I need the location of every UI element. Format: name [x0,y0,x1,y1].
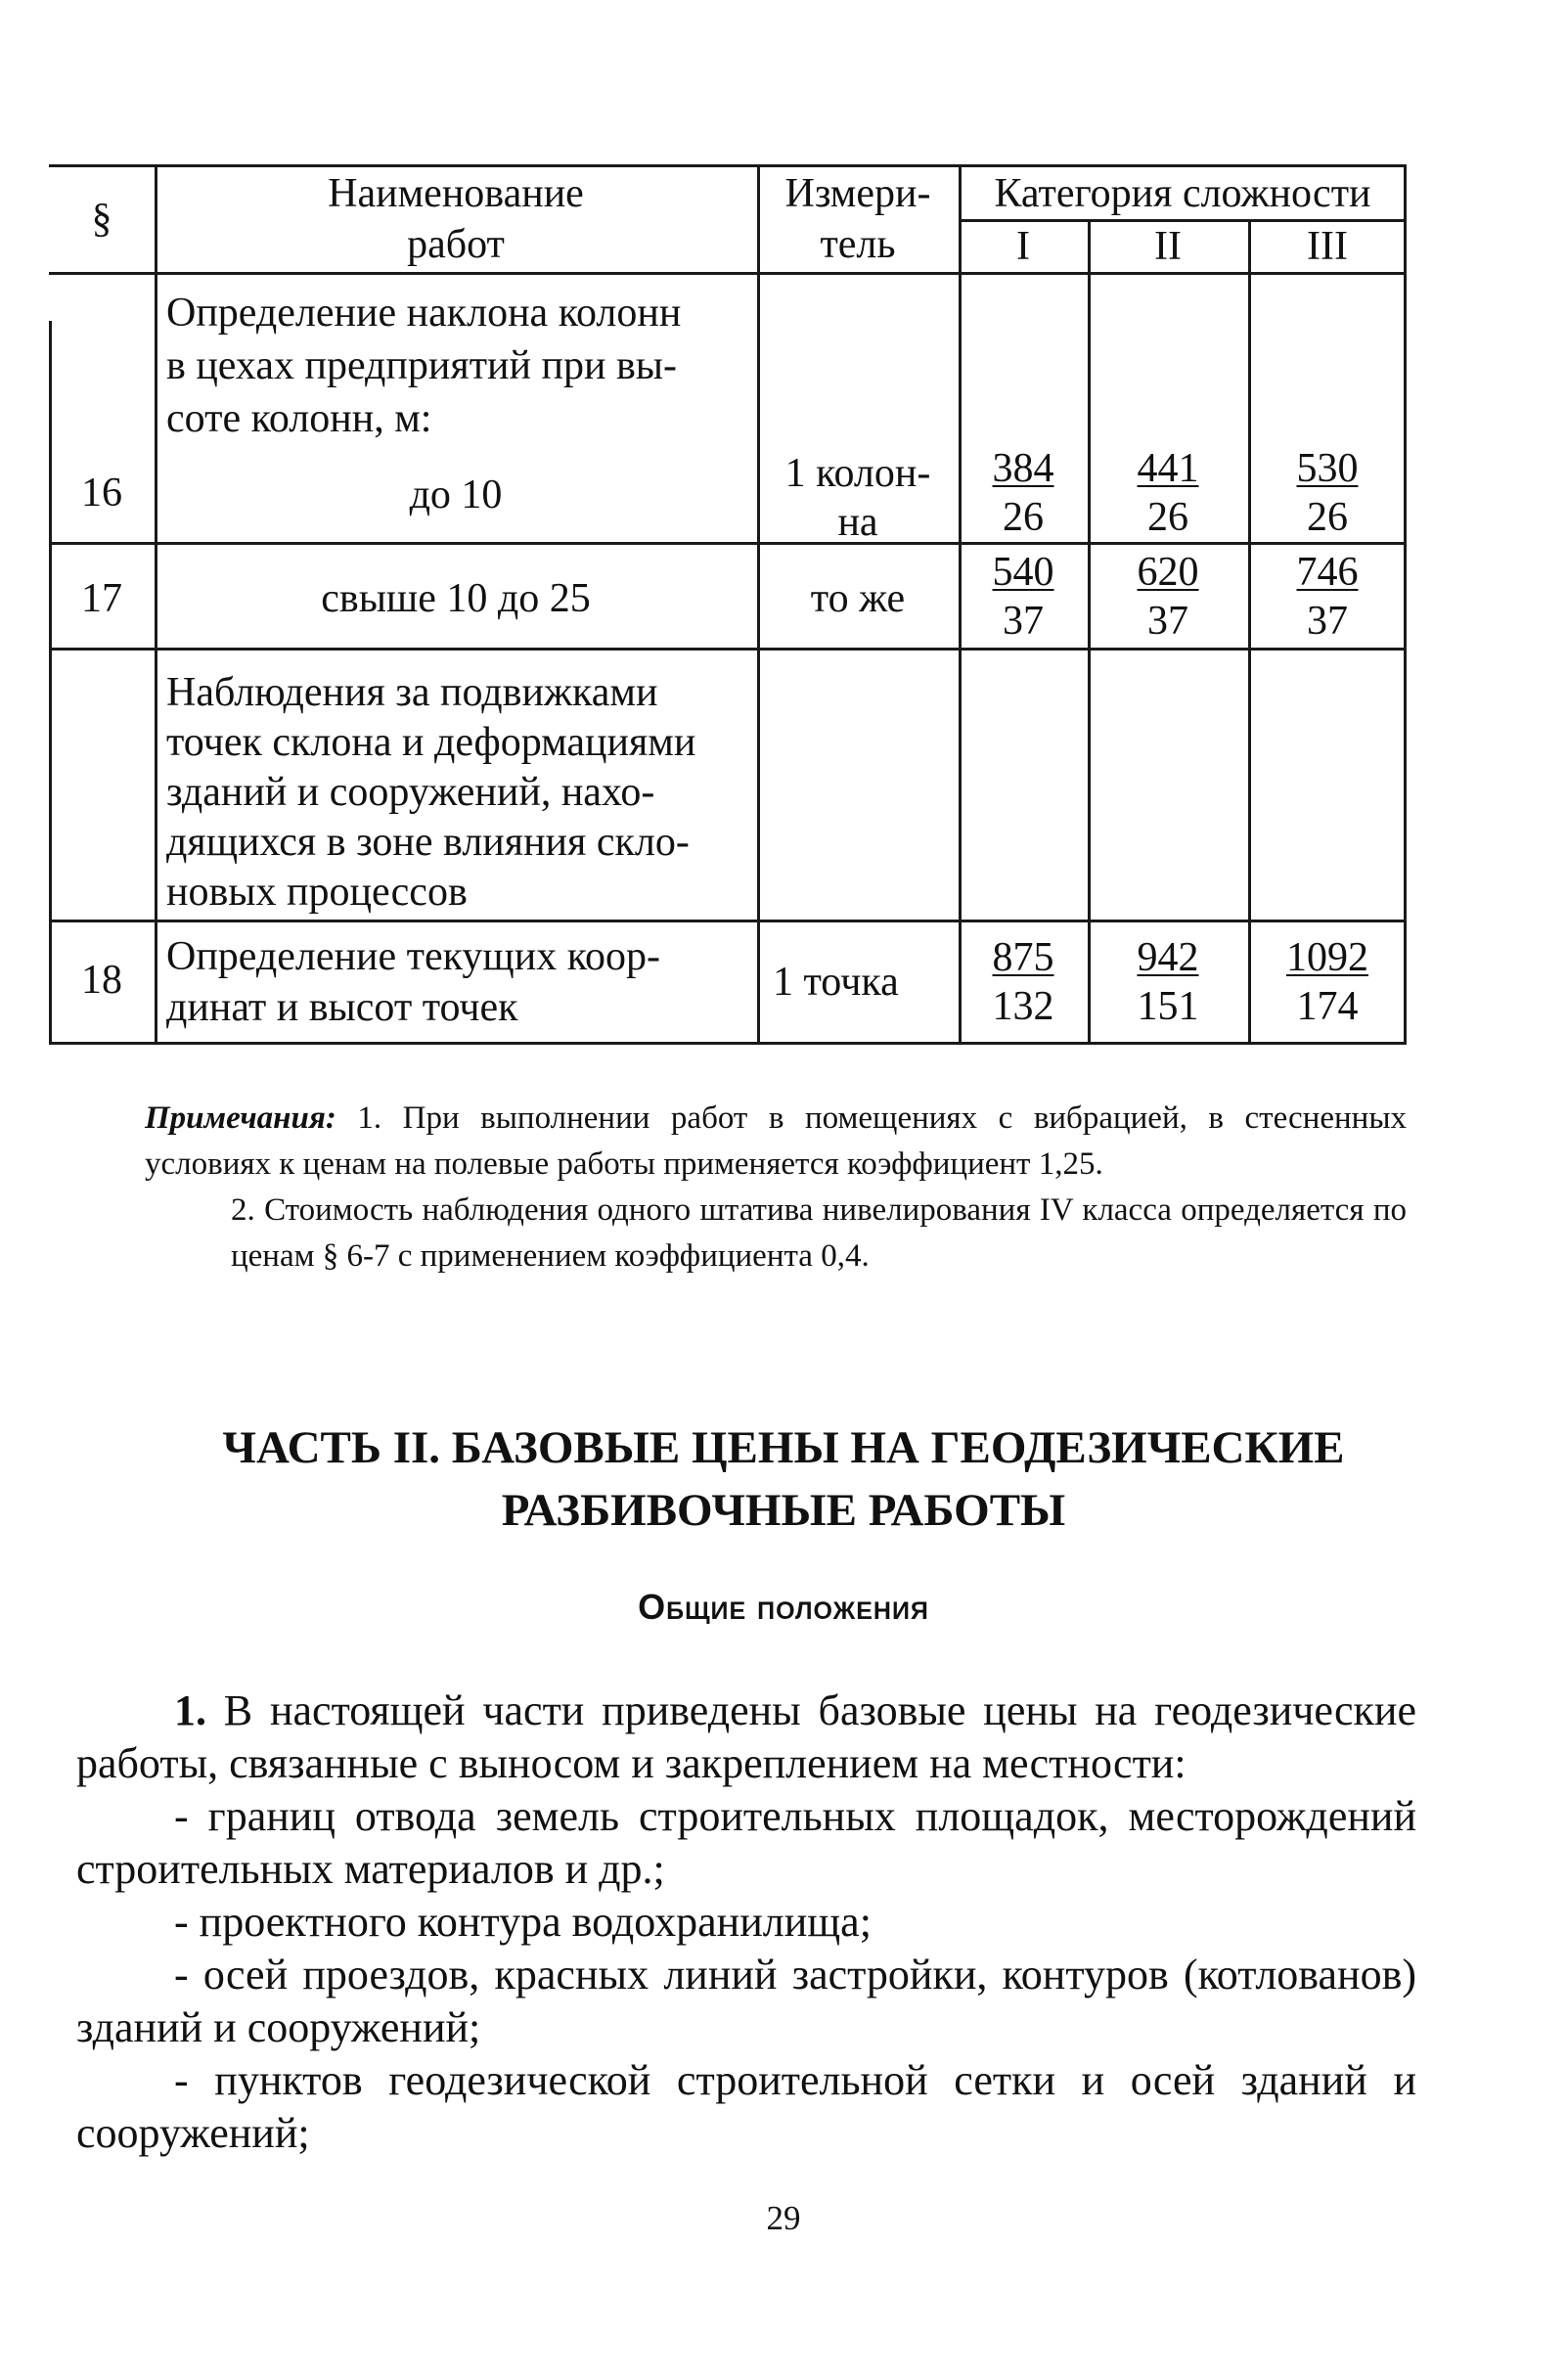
paragraph-1-text: В настоящей части приведены базовые цены на геодезические работы, связанные с выносом и закреплением на местности: [76,1686,1416,1787]
row-17-price-cat3: 746 37 [1296,550,1359,644]
header-category-3: III [1307,224,1348,269]
list-item: - пунктов геодезической строительной сетки и осей зданий и сооружений; [76,2056,1416,2157]
table-rule [49,648,1407,651]
header-category-1: I [1016,224,1030,269]
row-16-section: 16 [81,471,122,516]
paragraph-number: 1. [174,1686,206,1734]
row-17-price-cat2: 620 37 [1137,550,1199,644]
list-item: - границ отвода земель строительных площадок, месторождений строительных материалов и др.; [76,1792,1416,1893]
row-group-title-line: в цехах предприятий при вы- [166,343,677,388]
notes [145,1096,1407,1280]
row-16-name: до 10 [409,472,503,517]
row-16-price-cat2: 441 26 [1137,446,1199,540]
page-number: 29 [766,2199,801,2237]
note-2: 2. Стоимость наблюдения одного штатива нивелирования IV класса определяется по ценам § 6-7 с применением коэффициента 0,4. [231,1192,1407,1274]
row-group-title-line: Определение наклона колонн [166,291,682,336]
paragraph-1 [76,1684,1416,1790]
row-16-price-cat1: 384 26 [992,446,1054,540]
notes-label: Примечания: [145,1100,336,1136]
row-18-unit: 1 точка [773,960,899,1005]
table-rule [49,920,1407,922]
row-18-section: 18 [81,958,122,1003]
row-group-title-line: соте колонн, м: [166,396,432,441]
part-title-line1: ЧАСТЬ II. БАЗОВЫЕ ЦЕНЫ НА ГЕОДЕЗИЧЕСКИЕ [222,1422,1345,1473]
row-17-unit: то же [810,576,906,621]
row-group-title-line: новых процессов [166,870,468,915]
row-16-unit-line2: на [837,500,878,545]
table-rule [49,542,1407,545]
row-18-price-cat3: 1092 174 [1286,935,1368,1029]
table-rule [1248,219,1251,1045]
note-1 [145,1096,1407,1188]
subsection-title: Общие положения [638,1587,929,1627]
table-rule [1404,164,1407,1045]
table-rule [49,1042,1407,1045]
part-title-line2: РАЗБИВОЧНЫЕ РАБОТЫ [501,1485,1066,1536]
row-17-name: свыше 10 до 25 [321,576,591,621]
note-1-text: 1. При выполнении работ в помещениях с вибрацией, в стесненных условиях к ценам на полевые работы применяется коэффициент 1,25. [145,1100,1407,1182]
row-17-section: 17 [81,576,122,621]
table-rule [49,164,1407,167]
table-rule [49,272,1407,275]
row-group-title-line: зданий и сооружений, нахо- [166,770,655,815]
row-16-unit-line1: 1 колон- [784,451,931,496]
list-item: - проектного контура водохранилища; [174,1898,872,1946]
header-name-line2: работ [407,222,505,267]
table-rule [49,321,52,1045]
header-section-sign: § [91,197,112,242]
row-18-price-cat1: 875 132 [992,935,1054,1029]
row-18-name-line2: динат и высот точек [166,985,518,1030]
header-unit-line1: Измери- [784,171,931,216]
row-18-name-line1: Определение текущих коор- [166,934,660,979]
row-group-title-line: Наблюдения за подвижками [166,670,658,715]
row-18-price-cat2: 942 151 [1137,935,1199,1029]
header-unit-line2: тель [820,222,896,267]
header-category-title: Категория сложности [994,171,1371,216]
part-title [0,1416,1567,1542]
row-group-title-line: точек склона и деформациями [166,720,696,765]
row-16-price-cat3: 530 26 [1296,446,1359,540]
body-text [76,1684,1416,2160]
row-17-price-cat1: 540 37 [992,550,1054,644]
price-table [49,164,1407,1045]
header-name-line1: Наименование [328,171,584,216]
list-item: - осей проездов, красных линий застройки, контуров (котлованов) зданий и сооружений; [76,1951,1416,2051]
row-group-title-line: дящихся в зоне влияния скло- [166,820,690,865]
header-category-2: II [1154,224,1182,269]
